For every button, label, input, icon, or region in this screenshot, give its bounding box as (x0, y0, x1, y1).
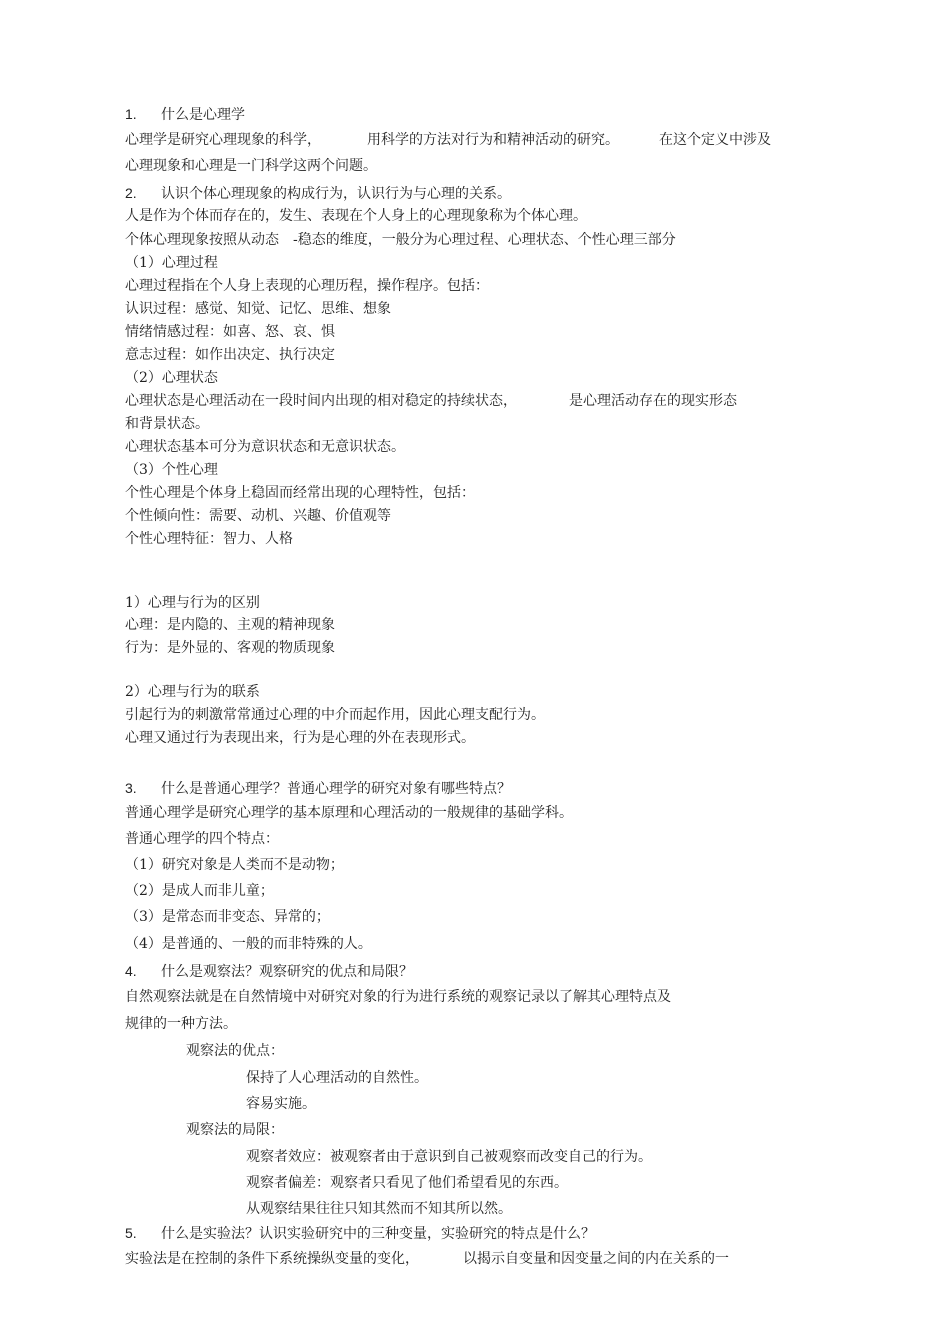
q1-title: 什么是心理学 (161, 107, 245, 123)
q2-intro: 人是作为个体而存在的，发生、表现在个人身上的心理现象称为个体心理。 (125, 208, 587, 224)
q2-personality-tendency: 个性倾向性：需要、动机、兴趣、价值观等 (125, 508, 391, 524)
q4-limit-2: 观察者偏差：观察者只看见了他们希望看见的东西。 (246, 1175, 568, 1191)
q4-advantage-1: 保持了人心理活动的自然性。 (246, 1070, 428, 1086)
q3-feature-3: （3）是常态而非变态、异常的； (125, 909, 330, 925)
q5-def-b: 以揭示自变量和因变量之间的内在关系的一 (463, 1251, 729, 1267)
q1-definition-cont: 心理现象和心理是一门科学这两个问题。 (125, 158, 377, 174)
q3-feature-1: （1）研究对象是人类而不是动物； (125, 857, 344, 873)
q4-advantages-heading: 观察法的优点： (186, 1043, 284, 1059)
q2-state-def-b: 是心理活动存在的现实形态 (569, 393, 737, 409)
q2-state-def-cont: 和背景状态。 (125, 416, 209, 432)
q5-title: 什么是实验法？认识实验研究中的三种变量，实验研究的特点是什么？ (161, 1226, 595, 1242)
q2-diff-heading: 1）心理与行为的区别 (125, 595, 260, 611)
q2-state-heading: （2）心理状态 (125, 370, 218, 386)
q4-number: 4. (125, 963, 137, 979)
q2-process-emotion: 情绪情感过程：如喜、怒、哀、惧 (125, 324, 335, 340)
q2-diff-mind: 心理：是内隐的、主观的精神现象 (125, 617, 335, 633)
q1-heading (125, 105, 245, 124)
q4-limits-heading: 观察法的局限： (186, 1122, 284, 1138)
q4-heading (125, 962, 413, 981)
q3-features-heading: 普通心理学的四个特点： (125, 831, 279, 847)
q5-def-a: 实验法是在控制的条件下系统操纵变量的变化， (125, 1251, 419, 1267)
q3-feature-4: （4）是普通的、一般的而非特殊的人。 (125, 936, 372, 952)
q3-number: 3. (125, 780, 137, 796)
q4-definition: 自然观察法就是在自然情境中对研究对象的行为进行系统的观察记录以了解其心理特点及 (125, 989, 671, 1005)
q2-link-heading: 2）心理与行为的联系 (125, 684, 260, 700)
q4-advantage-2: 容易实施。 (246, 1096, 316, 1112)
q2-title: 认识个体心理现象的构成行为，认识行为与心理的关系。 (161, 186, 511, 202)
q2-personality-def: 个性心理是个体身上稳固而经常出现的心理特性，包括： (125, 485, 475, 501)
q2-state-types: 心理状态基本可分为意识状态和无意识状态。 (125, 439, 405, 455)
q2-heading (125, 184, 511, 203)
q1-definition-line (125, 131, 771, 149)
q2-personality-heading: （3）个性心理 (125, 462, 218, 478)
q4-limit-3: 从观察结果往往只知其然而不知其所以然。 (246, 1201, 512, 1217)
q2-diff-behavior: 行为：是外显的、客观的物质现象 (125, 640, 335, 656)
q3-title: 什么是普通心理学？普通心理学的研究对象有哪些特点？ (161, 781, 511, 797)
q2-number: 2. (125, 185, 137, 201)
q1-def-a: 心理学是研究心理现象的科学， (125, 132, 321, 148)
q2-process-heading: （1）心理过程 (125, 255, 218, 271)
q3-definition: 普通心理学是研究心理学的基本原理和心理活动的一般规律的基础学科。 (125, 805, 573, 821)
q2-link-a: 引起行为的刺激常常通过心理的中介而起作用，因此心理支配行为。 (125, 707, 545, 723)
q2-classify-a: 个体心理现象按照从动态 (125, 232, 279, 248)
q2-state-def-a: 心理状态是心理活动在一段时间内出现的相对稳定的持续状态， (125, 393, 517, 409)
q2-classify (125, 231, 676, 249)
q2-process-def: 心理过程指在个人身上表现的心理历程，操作程序。包括： (125, 278, 489, 294)
q2-process-will: 意志过程：如作出决定、执行决定 (125, 347, 335, 363)
q1-def-c: 在这个定义中涉及 (659, 132, 771, 148)
q5-definition (125, 1250, 729, 1268)
q3-heading (125, 779, 511, 798)
q4-definition-cont: 规律的一种方法。 (125, 1016, 237, 1032)
q1-number: 1. (125, 106, 137, 122)
q2-link-b: 心理又通过行为表现出来，行为是心理的外在表现形式。 (125, 730, 475, 746)
q2-classify-b: -稳态的维度，一般分为心理过程、心理状态、个性心理三部分 (293, 232, 676, 248)
q2-personality-features: 个性心理特征：智力、人格 (125, 531, 293, 547)
q1-def-b: 用科学的方法对行为和精神活动的研究。 (367, 132, 619, 148)
q2-state-def (125, 392, 737, 410)
q4-limit-1: 观察者效应：被观察者由于意识到自己被观察而改变自己的行为。 (246, 1149, 652, 1165)
q5-heading (125, 1224, 595, 1243)
q3-feature-2: （2）是成人而非儿童； (125, 883, 274, 899)
q2-process-cognitive: 认识过程：感觉、知觉、记忆、思维、想象 (125, 301, 391, 317)
q5-number: 5. (125, 1225, 137, 1241)
q4-title: 什么是观察法？观察研究的优点和局限？ (161, 964, 413, 980)
